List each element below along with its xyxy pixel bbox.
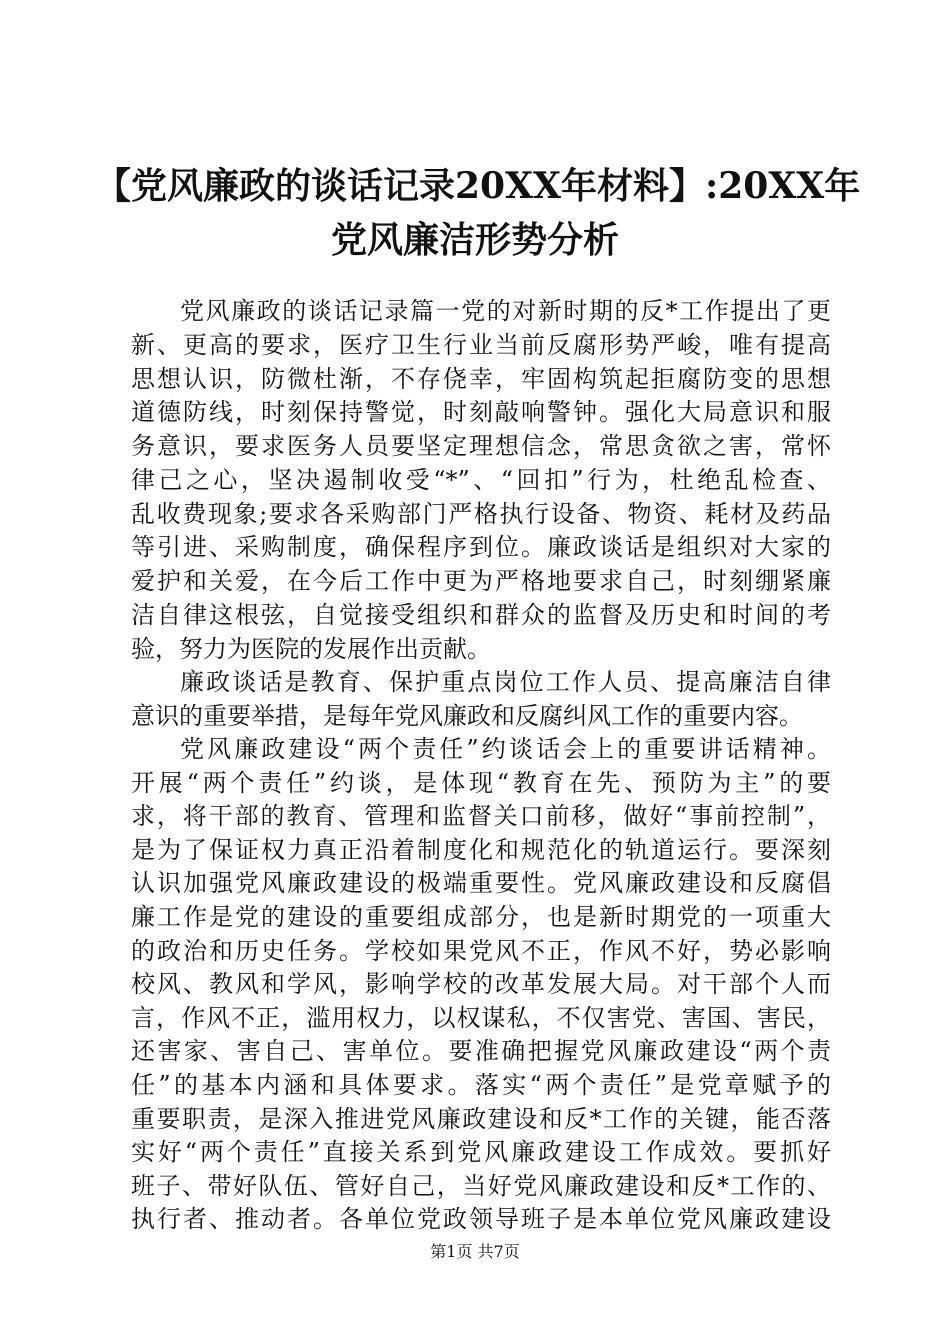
paragraph-line: 班子、带好队伍、管好自己，当好党风廉政建设和反*工作的、	[131, 1172, 831, 1200]
paragraph-line: 校风、教风和学风，影响学校的改革发展大局。对干部个人而	[131, 970, 831, 998]
paragraph-line: 执行者、推动者。各单位党政领导班子是本单位党风廉政建设	[131, 1205, 831, 1233]
paragraph-line: 乱收费现象;要求各采购部门严格执行设备、物资、耗材及药品	[131, 500, 831, 528]
paragraph-line: 言，作风不正，滥用权力，以权谋私，不仅害党、害国、害民，	[131, 1004, 831, 1032]
paragraph-line: 的政治和历史任务。学校如果党风不正，作风不好，势必影响	[131, 937, 831, 965]
paragraph-line: 爱护和关爱，在今后工作中更为严格地要求自己，时刻绷紧廉	[131, 567, 831, 595]
paragraph-line: 开展“两个责任”约谈，是体现“教育在先、预防为主”的要	[131, 769, 831, 797]
paragraph-line: 认识加强党风廉政建设的极端重要性。党风廉政建设和反腐倡	[131, 869, 831, 897]
paragraph-line: 等引进、采购制度，确保程序到位。廉政谈话是组织对大家的	[131, 533, 831, 561]
paragraph-line: 洁自律这根弦，自觉接受组织和群众的监督及历史和时间的考	[131, 601, 831, 629]
paragraph-line: 思想认识，防微杜渐，不存侥幸，牢固构筑起拒腐防变的思想	[131, 365, 831, 393]
paragraph-line: 任”的基本内涵和具体要求。落实“两个责任”是党章赋予的	[131, 1071, 831, 1099]
paragraph-line: 重要职责，是深入推进党风廉政建设和反*工作的关键，能否落	[131, 1105, 831, 1133]
document-title-line-1: 【党风廉政的谈话记录20XX年材料】:20XX年	[95, 165, 861, 207]
document-title-line-2: 党风廉洁形势分析	[330, 219, 619, 261]
paragraph-line: 道德防线，时刻保持警觉，时刻敲响警钟。强化大局意识和服	[131, 398, 831, 426]
paragraph-line: 求，将干部的教育、管理和监督关口前移，做好“事前控制”，	[131, 802, 831, 830]
paragraph-line: 新、更高的要求，医疗卫生行业当前反腐形势严峻，唯有提高	[131, 331, 831, 359]
paragraph-line: 务意识，要求医务人员要坚定理想信念，常思贪欲之害，常怀	[131, 432, 831, 460]
paragraph-line: 律己之心，坚决遏制收受“*”、“回扣”行为，杜绝乱检查、	[131, 466, 831, 494]
paragraph-line: 党风廉政建设“两个责任”约谈话会上的重要讲话精神。	[180, 735, 831, 763]
paragraph-line: 廉工作是党的建设的重要组成部分，也是新时期党的一项重大	[131, 903, 831, 931]
paragraph-line: 还害家、害自己、害单位。要准确把握党风廉政建设“两个责	[131, 1037, 831, 1065]
paragraph-line: 实好“两个责任”直接关系到党风廉政建设工作成效。要抓好	[131, 1138, 831, 1166]
paragraph-line: 党风廉政的谈话记录篇一党的对新时期的反*工作提出了更	[180, 297, 831, 325]
paragraph-line: 意识的重要举措，是每年党风廉政和反腐纠风工作的重要内容。	[131, 702, 803, 730]
paragraph-line: 是为了保证权力真正沿着制度化和规范化的轨道运行。要深刻	[131, 836, 831, 864]
paragraph-line: 验，努力为医院的发展作出贡献。	[131, 635, 491, 663]
paragraph-line: 廉政谈话是教育、保护重点岗位工作人员、提高廉洁自律	[180, 668, 831, 696]
page-footer: 第1页 共7页	[430, 1242, 520, 1261]
